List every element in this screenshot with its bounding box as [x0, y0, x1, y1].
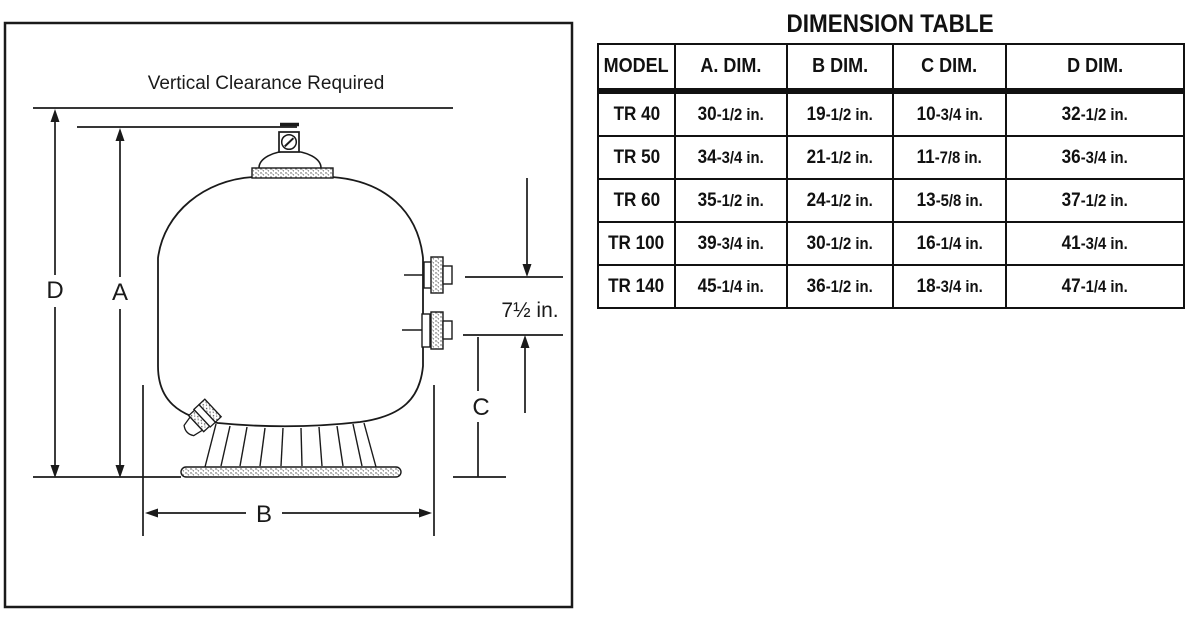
d-dim-cell: 32-1/2 in. [1006, 91, 1184, 136]
a-dim-cell: 39-3/4 in. [675, 222, 787, 265]
d-dim-cell: 47-1/4 in. [1006, 265, 1184, 308]
model-cell: TR 40 [598, 91, 675, 136]
tank-flange [252, 168, 333, 178]
table-title: DIMENSION TABLE [786, 10, 995, 38]
table-row [598, 179, 1184, 222]
table-row [598, 136, 1184, 179]
d-dim-cell: 41-3/4 in. [1006, 222, 1184, 265]
filter-dimension-figure [0, 0, 580, 617]
table-row [598, 222, 1184, 265]
base-plate [181, 467, 401, 477]
dim-b-label: B [255, 501, 273, 528]
model-cell: TR 100 [598, 222, 675, 265]
b-dim-cell: 36-1/2 in. [787, 265, 893, 308]
b-dim-cell: 21-1/2 in. [787, 136, 893, 179]
dim-a-label: A [111, 279, 129, 306]
table-row [598, 91, 1184, 136]
dimension-table [597, 43, 1185, 309]
col-header-c-dim: C DIM. [893, 44, 1006, 91]
model-cell: TR 50 [598, 136, 675, 179]
dim-c-label: C [472, 394, 490, 421]
col-header-a-dim: A. DIM. [675, 44, 787, 91]
clearance-label: Vertical Clearance Required [147, 73, 385, 94]
c-dim-cell: 16-1/4 in. [893, 222, 1006, 265]
model-cell: TR 140 [598, 265, 675, 308]
pressure-gauge-icon [279, 132, 299, 152]
c-dim-cell: 18-3/4 in. [893, 265, 1006, 308]
c-dim-cell: 10-3/4 in. [893, 91, 1006, 136]
b-dim-cell: 19-1/2 in. [787, 91, 893, 136]
header-row [598, 44, 1184, 91]
d-dim-cell: 37-1/2 in. [1006, 179, 1184, 222]
model-cell: TR 60 [598, 179, 675, 222]
b-dim-cell: 30-1/2 in. [787, 222, 893, 265]
a-dim-cell: 45-1/4 in. [675, 265, 787, 308]
table-row [598, 265, 1184, 308]
b-dim-cell: 24-1/2 in. [787, 179, 893, 222]
a-dim-cell: 34-3/4 in. [675, 136, 787, 179]
dim-d-label: D [46, 277, 64, 304]
c-dim-cell: 13-5/8 in. [893, 179, 1006, 222]
d-dim-cell: 36-3/4 in. [1006, 136, 1184, 179]
c-dim-cell: 11-7/8 in. [893, 136, 1006, 179]
col-header-d-dim: D DIM. [1006, 44, 1184, 91]
a-dim-cell: 35-1/2 in. [675, 179, 787, 222]
dimension-diagram [0, 0, 580, 617]
col-header-b-dim: B DIM. [787, 44, 893, 91]
col-header-model: MODEL [598, 44, 675, 91]
port-spacing-label: 7½ in. [501, 299, 559, 322]
a-dim-cell: 30-1/2 in. [675, 91, 787, 136]
tank-body [158, 177, 423, 426]
